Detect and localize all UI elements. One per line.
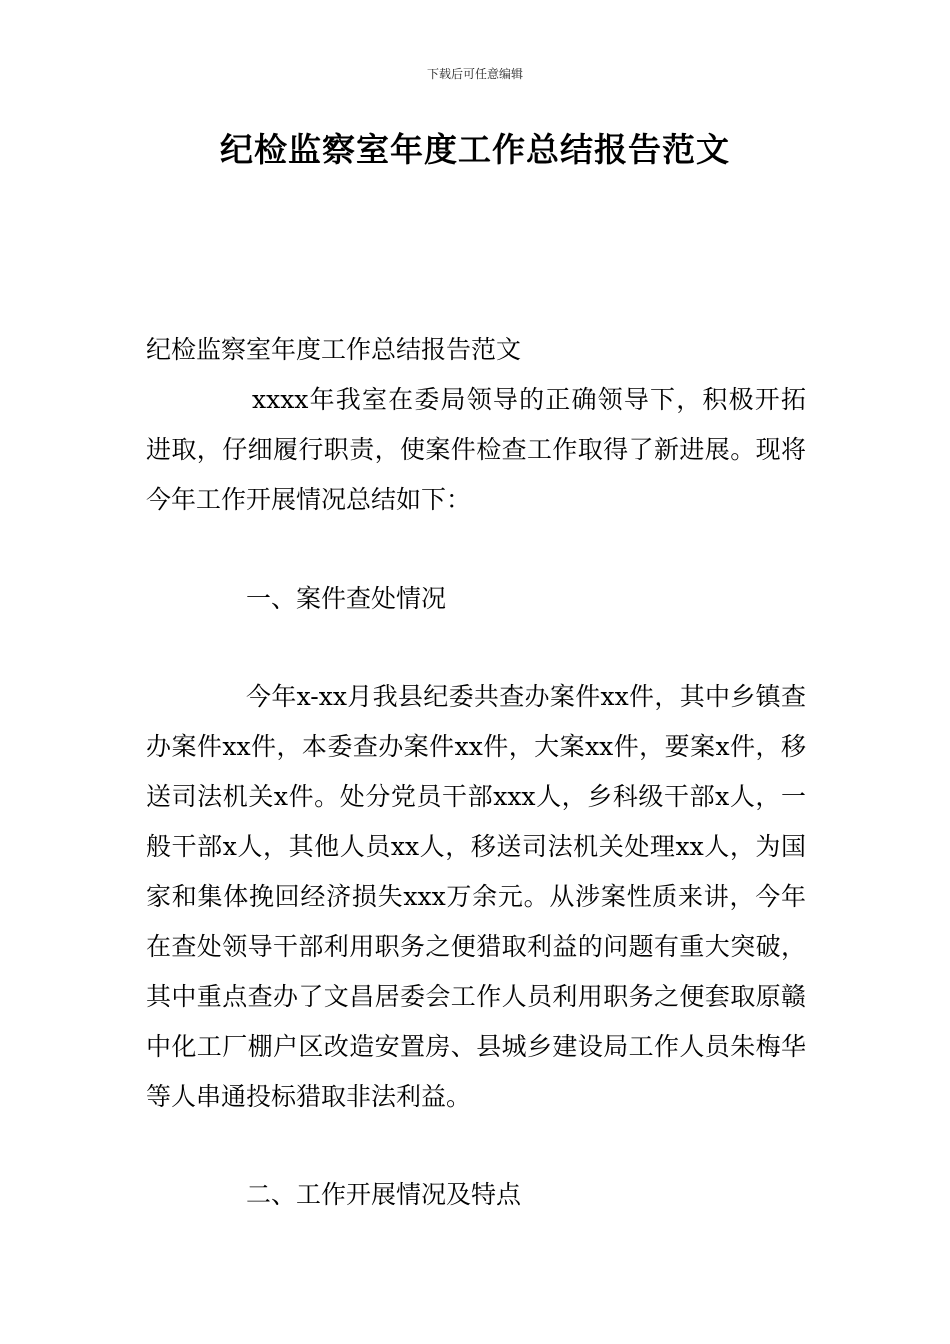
document-subtitle: 纪检监察室年度工作总结报告范文 [146,335,522,364]
document-title: 纪检监察室年度工作总结报告范文 [220,130,730,169]
section-heading-2: 二、工作开展情况及特点 [246,1180,522,1209]
intro-paragraph: xxxx年我室在委局领导的正确领导下，积极开拓进取，仔细履行职责，使案件检查工作取得了新进展。现将今年工作开展情况总结如下： [146,385,806,514]
intro-paragraph-block [146,375,806,525]
section-1-paragraph-block [146,672,806,1122]
section-heading-2-block [146,1170,806,1220]
section-heading-1-block [146,574,806,624]
document-subtitle-block [146,325,806,375]
header-note: 下载后可任意编辑 [426,67,523,81]
section-1-paragraph: 今年x-xx月我县纪委共查办案件xx件，其中乡镇查办案件xx件，本委查办案件xx件，大案xx件，要案x件，移送司法机关x件。处分党员干部xxx人，乡科级干部x人，一般干部x人，其他人员xx人，移送司法机关处理xx人，为国家和集体挽回经济损失xxx万余元。从涉案性质来讲，今年在查处领导干部利用职务之便猎取利益的问题有重大突破，其中重点查办了文昌居委会工作人员利用职务之便套取原赣中化工厂棚户区改造安置房、县城乡建设局工作人员朱梅华等人串通投标猎取非法利益。 [146,682,806,1111]
section-heading-1: 一、案件查处情况 [246,584,447,613]
